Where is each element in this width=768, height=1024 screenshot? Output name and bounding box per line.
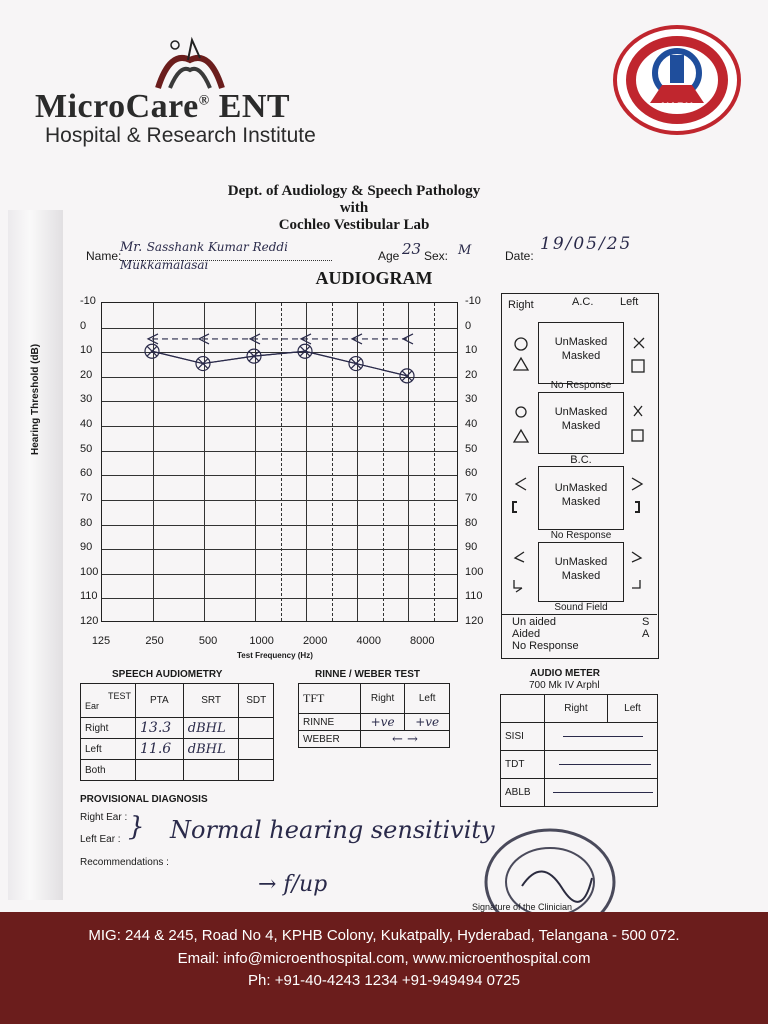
brand-name: MicroCare® ENT [35,88,291,125]
x-axis-label: Test Frequency (Hz) [237,651,313,660]
recommendation-value: → f/up [258,872,328,897]
audiometer-model: 700 Mk IV Arphl [529,680,600,691]
rinne-label: RINNE [299,714,361,731]
row-right-label: Right [81,718,136,739]
name-field: Mr. Sasshank Kumar Reddi Mukkamalasai [120,238,332,261]
row-both-label: Both [81,760,136,781]
col-sdt: SDT [239,684,274,718]
rinne-right: +ve [360,714,405,731]
y-tick-label: 110 [80,590,98,603]
left-ac-point [351,359,361,369]
legend-ac: A.C. [572,296,594,308]
rinne-left: +ve [405,714,450,731]
symbol-legend [501,293,659,659]
left-pta: 11.6 [136,739,184,760]
y-tick-label: 40 [80,418,93,431]
rinne-weber-title: RINNE / WEBER TEST [315,669,421,680]
sf-aided: Aided [512,628,541,640]
y-tick-label-right: 60 [465,467,478,480]
col-pta: PTA [136,684,184,718]
y-tick-label: 70 [80,491,93,504]
speech-audiometry-title: SPEECH AUDIOMETRY [112,669,223,680]
y-tick-label: 120 [80,615,99,627]
ablb-label: ABLB [501,779,545,807]
audiogram-plot [101,302,458,622]
audiometer-table [500,694,658,807]
tdt-label: TDT [501,751,545,779]
x-tick-label: 500 [198,635,218,647]
row-left-label: Left [81,739,136,760]
series-line [152,351,407,376]
footer-address: MIG: 244 & 245, Road No 4, KPHB Colony, Kukatpally, Hyderabad, Telangana - 500 072. [88,927,680,944]
age-label: Age [378,249,400,263]
y-tick-label-right: 10 [465,344,478,357]
am-col-right: Right [545,695,608,723]
legend-bc: B.C. [570,454,592,466]
test-ear-header: TEST Ear [81,684,136,718]
y-tick-label: 50 [80,442,93,455]
x-tick-label: 250 [145,635,164,647]
y-tick-label-right: 110 [465,590,483,603]
ac-nr-unmasked: UnMasked [554,406,608,418]
y-tick-label-right: 90 [465,541,478,554]
tft-label: TFT [299,684,361,714]
x-tick-label: 4000 [356,635,381,647]
x-tick-label: 8000 [410,635,435,647]
y-tick-label-right: 30 [465,393,478,406]
y-tick-label: 90 [80,541,93,554]
brace-mark: } [128,812,145,842]
date-label: Date: [505,249,534,263]
sf-unaided: Un aided [512,616,557,628]
y-tick-label-right: 120 [465,615,484,627]
legend-symbols [502,294,660,660]
weber-label: WEBER [299,731,361,748]
nabh-seal [612,25,742,135]
left-srt: dBHL [183,739,239,760]
ac-no-response: No Response [550,380,612,391]
y-tick-label-right: 40 [465,418,478,431]
y-tick-label: -10 [80,295,96,307]
x-tick-label: 2000 [302,635,328,647]
footer-band [0,912,768,1024]
y-tick-label: 60 [80,467,93,480]
department-heading: Dept. of Audiology & Speech Pathology with Cochleo Vestibular Lab [227,183,481,233]
speech-table [80,683,274,781]
am-col-left: Left [607,695,657,723]
sf-a: A [642,628,650,640]
nabh-label: NABH [661,101,693,113]
left-ac-point [147,346,157,356]
bc-nr-unmasked: UnMasked [554,556,608,568]
y-tick-label-right: 0 [465,319,472,332]
bc-unmasked: UnMasked [554,482,608,494]
y-tick-label-right: 20 [465,368,478,381]
y-tick-label-right: 100 [465,565,484,578]
recommendations-label: Recommendations : [80,857,169,868]
x-tick-label: 125 [91,635,111,647]
ac-unmasked: UnMasked [554,336,608,348]
y-tick-label: 80 [80,516,93,529]
sound-field-label: Sound Field [554,602,608,613]
audiometer-title: AUDIO METER [530,668,600,679]
right-srt: dBHL [183,718,239,739]
y-axis-label: Hearing Threshold (dB) [30,343,41,455]
left-ear-label: Left Ear : [80,834,121,845]
ac-masked: Masked [561,350,601,362]
diagnosis-title: PROVISIONAL DIAGNOSIS [80,794,208,805]
name-label: Name: [86,249,122,263]
y-tick-label: 100 [80,565,99,578]
legend-left: Left [620,296,639,308]
col-srt: SRT [183,684,239,718]
y-tick-label: 10 [80,344,93,357]
signature-label: Signature of the Clinician [472,902,573,912]
date-value: 19/05/25 [540,234,633,254]
y-tick-label: 0 [80,319,87,332]
hospital-logo [150,30,230,90]
sf-s: S [642,616,650,628]
brand-subtitle: Hospital & Research Institute [45,124,316,147]
y-tick-label-right: -10 [465,295,481,307]
right-ear-label: Right Ear : [80,812,128,823]
weber-value: ← → [360,731,449,748]
footer-phone: Ph: +91-40-4243 1234 +91-949494 0725 [248,972,520,989]
bc-nr-masked: Masked [561,570,601,582]
legend-right: Right [508,299,534,311]
right-pta: 13.3 [136,718,184,739]
rinne-col-left: Left [405,684,450,714]
sf-no-response: No Response [512,640,579,652]
y-tick-label-right: 80 [465,516,478,529]
y-tick-label-right: 50 [465,442,478,455]
footer-email: Email: info@microenthospital.com, www.microenthospital.com [177,950,591,967]
rinne-col-right: Right [360,684,405,714]
ac-nr-masked: Masked [561,420,601,432]
y-tick-label: 30 [80,393,93,406]
rinne-table [298,683,450,748]
diagnosis-finding: Normal hearing sensitivity [170,816,495,844]
age-value: 23 [402,240,422,258]
x-tick-label: 1000 [249,635,274,647]
sisi-label: SISI [501,723,545,751]
series-line [152,351,407,376]
y-tick-label-right: 70 [465,491,478,504]
y-tick-label: 20 [80,368,93,381]
side-strip [8,210,63,900]
left-ac-point [402,371,412,381]
sex-label: Sex: [424,249,449,263]
audiogram-title: AUDIOGRAM [315,268,433,288]
bc-masked: Masked [561,496,601,508]
sex-value: M [458,243,472,258]
bc-no-response: No Response [550,530,612,541]
